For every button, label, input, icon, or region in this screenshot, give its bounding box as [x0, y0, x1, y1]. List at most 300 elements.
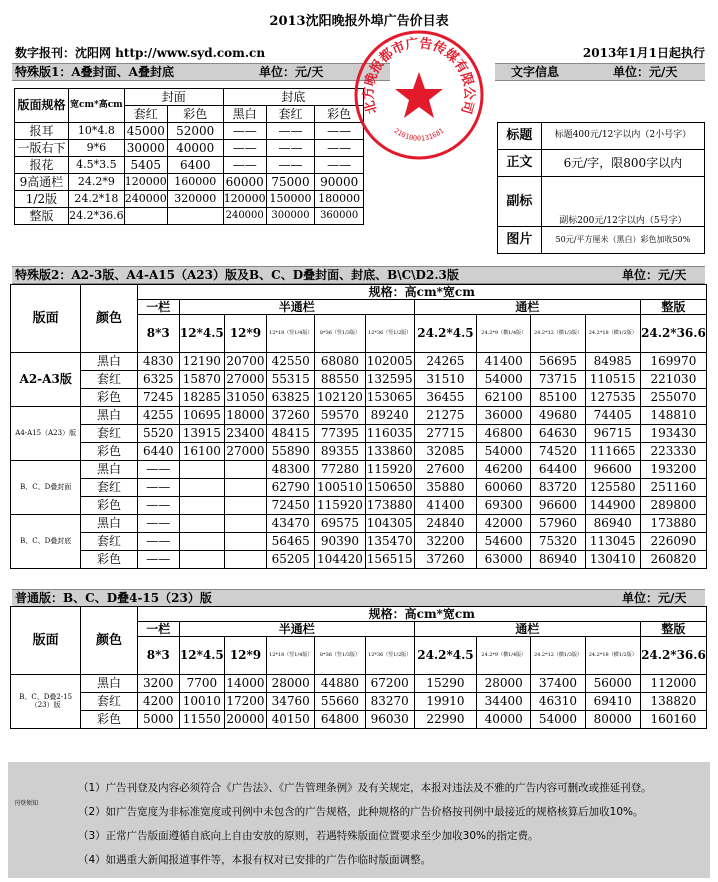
text-info-table [497, 122, 705, 254]
table-cell: —— [137, 515, 179, 533]
table-cell: 整版 [15, 208, 69, 225]
table-cell: 148810 [640, 407, 706, 425]
table-cell: 彩色 [81, 497, 137, 515]
section-band-special1 [12, 63, 390, 81]
svg-text:2101000131681 [392, 127, 445, 143]
table-cell: 46800 [477, 425, 531, 443]
info-row [498, 177, 705, 227]
table-row [11, 515, 707, 533]
table-cell: 24.2*36.6 [68, 208, 124, 225]
table-cell [224, 533, 266, 551]
table-cell: 46200 [477, 461, 531, 479]
table-cell: —— [137, 479, 179, 497]
table-cell: —— [315, 123, 364, 140]
table-cell: 27600 [414, 461, 476, 479]
table-cell: 24840 [414, 515, 476, 533]
band-label: 特殊版2：A2-3版、A4-A15（A23）版及B、C、D叠封面、封底、B\C\D2.3版 [15, 268, 459, 282]
table-cell: 169970 [640, 353, 706, 371]
table-cell: 113045 [585, 533, 640, 551]
header-row [11, 285, 707, 300]
website-label: 数字报刊：沈阳网 http://www.syd.com.cn [15, 46, 266, 60]
header-red: 套红 [266, 106, 315, 123]
size-header: 12*9 [224, 315, 266, 353]
group-name: B、C、D叠封底 [11, 515, 81, 569]
seal-code: 2101000131681 [392, 126, 446, 143]
table-cell: 64400 [531, 461, 585, 479]
table-cell: 4830 [137, 353, 179, 371]
band-label: 普通版：B、C、D叠4-15（23）版 [15, 591, 212, 605]
table-cell [179, 515, 224, 533]
table-cell: 19910 [414, 693, 476, 711]
size-header: 24.2*12（横1/3版） [531, 637, 585, 675]
table-row [15, 140, 364, 157]
table-cell: 90390 [315, 533, 365, 551]
table-cell: 54000 [531, 711, 585, 729]
table-cell: 黑白 [81, 353, 137, 371]
table-cell: 10*4.8 [68, 123, 124, 140]
table-row [15, 157, 364, 174]
table-cell: 42000 [477, 515, 531, 533]
note-1: （1）广告刊登及内容必须符合《广告法》、《广告管理条例》及有关规定，本报对违法及不雅的广告内容可删改或推延刊登。 [78, 782, 652, 794]
table-cell: 12190 [179, 353, 224, 371]
table-cell: 100510 [315, 479, 365, 497]
table-cell: 75000 [266, 174, 315, 191]
table-cell: 193430 [640, 425, 706, 443]
table-cell: 套红 [81, 425, 137, 443]
notes-side-label: 刊登须知 [14, 800, 39, 807]
table-cell: 56695 [531, 353, 585, 371]
table-cell [224, 515, 266, 533]
table-cell: 102120 [315, 389, 365, 407]
table-row [11, 533, 707, 551]
table-cell: 40000 [477, 711, 531, 729]
info-value: 50元/平方厘米（黑白）彩色加收50% [541, 227, 704, 254]
table-cell: 28000 [267, 675, 315, 693]
table-row [11, 497, 707, 515]
table-row [15, 123, 364, 140]
table-cell: —— [266, 123, 315, 140]
table-cell: 报花 [15, 157, 69, 174]
table-cell: 42550 [267, 353, 315, 371]
table-cell: 90000 [315, 174, 364, 191]
table-cell: 4255 [137, 407, 179, 425]
table-cell: 111665 [585, 443, 640, 461]
table-cell: 54600 [477, 533, 531, 551]
table-row [11, 461, 707, 479]
table-cell: 套红 [81, 533, 137, 551]
note-3: （3）正常广告版面遵循自底向上自由安放的原则，若遇特殊版面位置要求至少加收30%的指定费。 [78, 830, 539, 842]
size-header: 24.2*18（横1/2版） [585, 315, 640, 353]
info-value: 副标200元/12字以内（5号字） [541, 177, 704, 227]
table-cell: 3200 [137, 675, 179, 693]
table-cell: 96600 [585, 461, 640, 479]
table-cell: 73715 [531, 371, 585, 389]
header-color: 颜色 [81, 607, 137, 675]
table-cell: 18000 [224, 407, 266, 425]
table-cell: 132595 [365, 371, 414, 389]
table-cell: 68080 [315, 353, 365, 371]
info-row [498, 150, 705, 177]
table-cell: 10010 [179, 693, 224, 711]
table-cell: 130410 [585, 551, 640, 569]
table-cell: —— [223, 157, 266, 174]
table-cell: 52000 [167, 123, 223, 140]
table-cell: 240000 [223, 208, 266, 225]
band-label: 文字信息 [511, 65, 560, 79]
table-cell: 27715 [414, 425, 476, 443]
table-cell: 116035 [365, 425, 414, 443]
table-cell: 69575 [315, 515, 365, 533]
table-cell: 24.2*9 [68, 174, 124, 191]
group-name: A4-A15（A23）版 [11, 407, 81, 461]
table-cell: 22990 [414, 711, 476, 729]
header-group: 半通栏 [179, 300, 414, 315]
table-cell: 11550 [179, 711, 224, 729]
table-cell: 120000 [124, 174, 167, 191]
table-cell: 115920 [365, 461, 414, 479]
table-cell: 40150 [267, 711, 315, 729]
table-cell: 23400 [224, 425, 266, 443]
table-cell: 40000 [167, 140, 223, 157]
table-cell: 96030 [365, 711, 414, 729]
table-cell: 300000 [266, 208, 315, 225]
table-cell: 41400 [477, 353, 531, 371]
table-row [11, 389, 707, 407]
header-layout: 版面 [11, 607, 81, 675]
table-cell: 57960 [531, 515, 585, 533]
table-cell: —— [266, 157, 315, 174]
table-cell: 89355 [315, 443, 365, 461]
table-cell: 32085 [414, 443, 476, 461]
header-red: 套红 [124, 106, 167, 123]
table-cell: 125580 [585, 479, 640, 497]
table-cell: 44880 [315, 675, 365, 693]
size-header: 12*18（竖1/4版） [267, 315, 315, 353]
header-size: 宽cm*高cm [68, 89, 124, 123]
table-cell: 115920 [315, 497, 365, 515]
table-cell: 67200 [365, 675, 414, 693]
info-row [498, 123, 705, 150]
info-label: 副标 [498, 177, 542, 227]
table-cell [224, 461, 266, 479]
seal-text: 北方晚报都市广告传媒有限公司 [361, 36, 477, 116]
header-back: 封底 [223, 89, 363, 106]
header-group: 一栏 [137, 300, 179, 315]
table-cell: 36000 [477, 407, 531, 425]
size-header: 8*3 [137, 637, 179, 675]
size-header: 24.2*18（横1/2版） [585, 637, 640, 675]
table-cell: 80000 [585, 711, 640, 729]
table-cell: 72450 [267, 497, 315, 515]
table-cell: 65205 [267, 551, 315, 569]
table-cell: 135470 [365, 533, 414, 551]
table-cell: 31050 [224, 389, 266, 407]
table-cell: —— [137, 461, 179, 479]
info-value: 6元/字，限800字以内 [541, 150, 704, 177]
table-cell: 7245 [137, 389, 179, 407]
group-name: B、C、D叠2-15（23）版 [11, 675, 81, 729]
table-cell: 7700 [179, 675, 224, 693]
table-cell: 180000 [315, 191, 364, 208]
table-cell: 84985 [585, 353, 640, 371]
header-bw: 黑白 [223, 106, 266, 123]
table-cell: 96600 [531, 497, 585, 515]
table-cell: 21275 [414, 407, 476, 425]
table-cell: 43470 [267, 515, 315, 533]
table-row [11, 353, 707, 371]
header-color: 颜色 [81, 285, 137, 353]
table-cell: 127535 [585, 389, 640, 407]
table-cell: 10695 [179, 407, 224, 425]
table-cell: 83270 [365, 693, 414, 711]
info-label: 正文 [498, 150, 542, 177]
table-cell: 报耳 [15, 123, 69, 140]
table-cell: —— [137, 533, 179, 551]
table-cell: 34760 [267, 693, 315, 711]
table-row [15, 208, 364, 225]
table-cell: 75320 [531, 533, 585, 551]
header-row [11, 607, 707, 622]
table-cell: 59570 [315, 407, 365, 425]
note-4: （4）如遇重大新闻报道事件等，本报有权对已安排的广告作临时版面调整。 [78, 854, 432, 866]
special1-table [14, 88, 364, 225]
company-seal [352, 28, 486, 162]
table-cell: 55315 [267, 371, 315, 389]
header-layout: 版面 [11, 285, 81, 353]
table-cell: 74405 [585, 407, 640, 425]
table-cell: 63000 [477, 551, 531, 569]
table-cell: 55660 [315, 693, 365, 711]
table-cell: 56465 [267, 533, 315, 551]
table-cell: 150000 [266, 191, 315, 208]
table-cell: 5520 [137, 425, 179, 443]
header-group: 整版 [640, 300, 706, 315]
table-cell: 260820 [640, 551, 706, 569]
table-cell: —— [266, 140, 315, 157]
table-cell: 289800 [640, 497, 706, 515]
table-cell: 60060 [477, 479, 531, 497]
table-row [11, 551, 707, 569]
group-name: B、C、D叠封面 [11, 461, 81, 515]
header-group: 一栏 [137, 622, 179, 637]
size-header: 24.2*9（横1/4版） [477, 315, 531, 353]
table-cell [179, 461, 224, 479]
table-cell: 5405 [124, 157, 167, 174]
table-cell: 110515 [585, 371, 640, 389]
table-cell: 20700 [224, 353, 266, 371]
section-band-text [495, 63, 705, 81]
table-cell: 83720 [531, 479, 585, 497]
header-spec: 规格：高cm*宽cm [137, 285, 706, 300]
table-cell: 144900 [585, 497, 640, 515]
table-cell: 138820 [640, 693, 706, 711]
table-row [11, 693, 707, 711]
table-cell: 37400 [531, 675, 585, 693]
header-group: 通栏 [414, 300, 640, 315]
notes-panel [8, 762, 710, 878]
group-name: A2-A3版 [11, 353, 81, 407]
table-cell: —— [223, 123, 266, 140]
table-cell: 6400 [167, 157, 223, 174]
table-cell: 35880 [414, 479, 476, 497]
table-row [11, 407, 707, 425]
table-cell [224, 551, 266, 569]
table-cell: 6440 [137, 443, 179, 461]
table-cell: 套红 [81, 693, 137, 711]
info-value: 标题400元/12字以内（2小号字） [541, 123, 704, 150]
table-cell: 86940 [531, 551, 585, 569]
table-cell: 24.2*18 [68, 191, 124, 208]
table-cell: 18285 [179, 389, 224, 407]
table-cell: 24265 [414, 353, 476, 371]
table-cell: 160000 [167, 174, 223, 191]
info-label: 标题 [498, 123, 542, 150]
table-cell: 226090 [640, 533, 706, 551]
table-cell: 62100 [477, 389, 531, 407]
table-cell: 套红 [81, 371, 137, 389]
table-cell: 黑白 [81, 461, 137, 479]
table-cell: —— [315, 140, 364, 157]
table-cell: 112000 [640, 675, 706, 693]
table-cell: 49680 [531, 407, 585, 425]
table-cell: 9高通栏 [15, 174, 69, 191]
table-cell: 160160 [640, 711, 706, 729]
size-header: 12*36（竖1/2版） [365, 637, 414, 675]
table-cell [179, 551, 224, 569]
table-cell [179, 533, 224, 551]
table-row [11, 425, 707, 443]
table-row [11, 371, 707, 389]
size-header: 12*36（竖1/2版） [365, 315, 414, 353]
table-cell: 255070 [640, 389, 706, 407]
table-cell: 16100 [179, 443, 224, 461]
table-row [15, 174, 364, 191]
table-cell: 69410 [585, 693, 640, 711]
table-cell: 77395 [315, 425, 365, 443]
table-cell: 套红 [81, 479, 137, 497]
header-layout: 版面规格 [15, 89, 69, 123]
table-cell: 黑白 [81, 515, 137, 533]
table-cell: 5000 [137, 711, 179, 729]
table-cell: 104305 [365, 515, 414, 533]
size-header: 24.2*36.6 [640, 315, 706, 353]
size-header: 24.2*12（横1/3版） [531, 315, 585, 353]
table-cell: 150650 [365, 479, 414, 497]
note-2: （2）如广告宽度为非标准宽度或刊例中未包含的广告规格，此种规格的广告价格按刊例中最接近的规格核算后加收10%。 [78, 806, 644, 818]
table-cell: 41400 [414, 497, 476, 515]
table-cell: 56000 [585, 675, 640, 693]
table-cell: 14000 [224, 675, 266, 693]
table-cell: 193200 [640, 461, 706, 479]
table-cell: 15870 [179, 371, 224, 389]
table-cell: 1/2版 [15, 191, 69, 208]
table-cell: 251160 [640, 479, 706, 497]
table-cell: 74520 [531, 443, 585, 461]
table-row [11, 675, 707, 693]
size-header: 12*18（竖1/4版） [267, 637, 315, 675]
table-cell: 55890 [267, 443, 315, 461]
table-cell: 4200 [137, 693, 179, 711]
table-cell: 20000 [224, 711, 266, 729]
table-cell: 64630 [531, 425, 585, 443]
table-cell: 102005 [365, 353, 414, 371]
table-cell: 28000 [477, 675, 531, 693]
table-cell: 34400 [477, 693, 531, 711]
header-group: 整版 [640, 622, 706, 637]
table-cell: 173880 [365, 497, 414, 515]
table-cell: —— [315, 157, 364, 174]
page-title: 2013沈阳晚报外埠广告价目表 [269, 14, 449, 29]
table-cell: 15290 [414, 675, 476, 693]
header-color: 彩色 [167, 106, 223, 123]
size-header: 24.2*4.5 [414, 637, 476, 675]
table-cell: —— [137, 551, 179, 569]
table-row [11, 711, 707, 729]
size-header: 12*4.5 [179, 315, 224, 353]
table-cell: 48300 [267, 461, 315, 479]
band-unit: 单位：元/天 [622, 268, 687, 282]
table-cell: 4.5*3.5 [68, 157, 124, 174]
table-cell: 360000 [315, 208, 364, 225]
table-row [15, 191, 364, 208]
table-cell: 120000 [223, 191, 266, 208]
table-cell: 36455 [414, 389, 476, 407]
table-cell: 240000 [124, 191, 167, 208]
table-cell: 60000 [223, 174, 266, 191]
header-group: 通栏 [414, 622, 640, 637]
table-cell [179, 497, 224, 515]
size-header: 24.2*9（横1/4版） [477, 637, 531, 675]
header-group: 半通栏 [179, 622, 414, 637]
header-cover: 封面 [124, 89, 223, 106]
table-cell: 13915 [179, 425, 224, 443]
table-cell: 69300 [477, 497, 531, 515]
table-cell [167, 208, 223, 225]
table-cell: 221030 [640, 371, 706, 389]
table-row [11, 479, 707, 497]
star-icon [395, 72, 443, 118]
table-cell: 彩色 [81, 443, 137, 461]
table-cell: —— [137, 497, 179, 515]
table-cell: 85100 [531, 389, 585, 407]
table-cell: 一版右下 [15, 140, 69, 157]
table-cell: 173880 [640, 515, 706, 533]
size-header: 12*9 [224, 637, 266, 675]
table-row [11, 443, 707, 461]
info-row [498, 227, 705, 254]
table-cell: 320000 [167, 191, 223, 208]
table-cell: 27000 [224, 443, 266, 461]
table-cell [224, 479, 266, 497]
band-unit: 单位：元/天 [259, 65, 324, 79]
table-cell: 9*6 [68, 140, 124, 157]
special2-table [10, 284, 707, 569]
table-cell: 133860 [365, 443, 414, 461]
table-cell: 32200 [414, 533, 476, 551]
table-cell: 89240 [365, 407, 414, 425]
size-header: 12*4.5 [179, 637, 224, 675]
table-cell: 31510 [414, 371, 476, 389]
table-cell: 黑白 [81, 675, 137, 693]
normal-table [10, 606, 707, 729]
table-cell: —— [223, 140, 266, 157]
table-cell: 96715 [585, 425, 640, 443]
band-unit: 单位：元/天 [613, 65, 678, 79]
header-spec: 规格：高cm*宽cm [137, 607, 706, 622]
section-band-special2 [12, 266, 705, 284]
band-unit: 单位：元/天 [622, 591, 687, 605]
table-cell: 37260 [414, 551, 476, 569]
